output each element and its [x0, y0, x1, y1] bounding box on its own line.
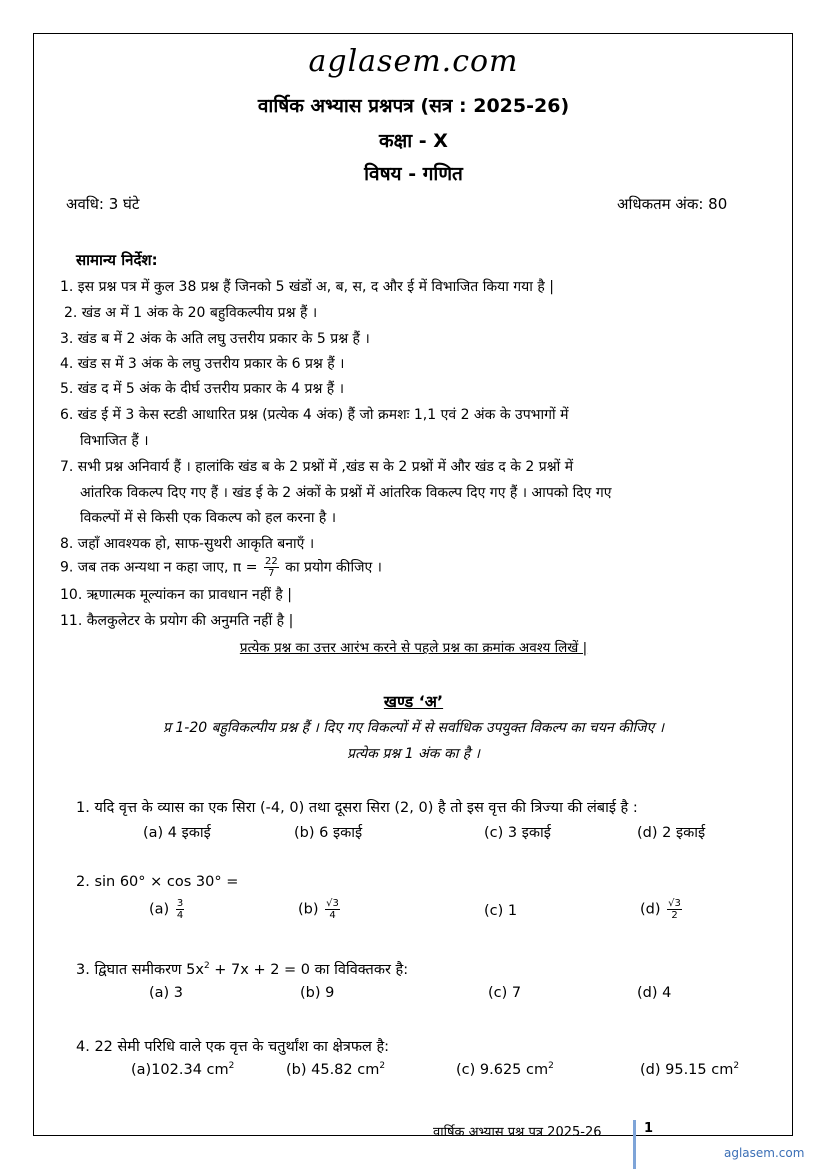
instruction-line: 5. खंड द में 5 अंक के दीर्घ उत्तरीय प्रकार के 4 प्रश्न हैं । [60, 381, 344, 397]
answer-numbering-note: प्रत्येक प्रश्न का उत्तर आरंभ करने से पहले प्रश्न का क्रमांक अवश्य लिखें | [239, 640, 588, 656]
instruction-line: 3. खंड ब में 2 अंक के अति लघु उत्तरीय प्रकार के 5 प्रश्न हैं । [60, 331, 370, 347]
question-2: 2. sin 60° × cos 30° = [76, 874, 239, 890]
question-3: 3. द्विघात समीकरण $5x^2 + 7x + 2 = 0$ का विविक्तकर है: [76, 961, 409, 978]
page-number: 1 [644, 1121, 654, 1136]
instruction-line: 6. खंड ई में 3 केस स्टडी आधारित प्रश्न (प्रत्येक 4 अंक) हैं जो क्रमशः 1,1 एवं 2 अंक के उपभागों में [60, 407, 569, 423]
section-a-instruction: प्र 1-20 बहुविकल्पीय प्रश्न हैं । दिए गए विकल्पों में से सर्वाधिक उपयुक्त विकल्प का चयन कीजिए । [162, 720, 665, 736]
instruction-line: 1. इस प्रश्न पत्र में कुल 38 प्रश्न हैं जिनको 5 खंडों अ, ब, स, द और ई में विभाजित किया गया है | [60, 279, 554, 295]
question-4: 4. 22 सेमी परिधि वाले एक वृत्त के चतुर्थांश का क्षेत्रफल है: [76, 1039, 390, 1055]
instruction-line: विकल्पों में से किसी एक विकल्प को हल करना है । [80, 510, 337, 526]
instruction-line-pi: 9. जब तक अन्यथा न कहा जाए, π = $\frac{22}{7}$ का प्रयोग कीजिए । [60, 556, 382, 579]
q2-option-d: (d) $\frac{√3}{2}$ [640, 898, 681, 921]
paper-title: वार्षिक अभ्यास प्रश्नपत्र (सत्र : 2025-26) [257, 95, 570, 117]
instructions-heading: सामान्य निर्देश: [76, 251, 158, 269]
footer-divider [633, 1120, 636, 1169]
section-a-heading: खण्ड ‘अ’ [383, 692, 444, 711]
q1-option-b: (b) 6 इकाई [294, 825, 363, 841]
q3-option-a: (a) 3 [149, 985, 184, 1001]
q4-option-c: (c) 9.625 $cm^2$ [456, 1061, 554, 1078]
instruction-line: 4. खंड स में 3 अंक के लघु उत्तरीय प्रकार के 6 प्रश्न हैं । [60, 356, 345, 372]
q3-option-c: (c) 7 [488, 985, 522, 1001]
q1-option-a: (a) 4 इकाई [143, 825, 211, 841]
q2-option-a: (a) $\frac{3}{4}$ [149, 898, 184, 921]
site-logo: aglasem.com [308, 44, 519, 79]
q4-option-a: (a)102.34 $cm^2$ [131, 1061, 235, 1078]
q2-option-b: (b) $\frac{√3}{4}$ [298, 898, 339, 921]
footer-text: वार्षिक अभ्यास प्रश्न पत्र 2025-26 [433, 1125, 602, 1140]
q2-d-fraction: $\frac{√3}{2}$ [668, 898, 681, 921]
instruction-line: आंतरिक विकल्प दिए गए हैं । खंड ई के 2 अंकों के प्रश्नों में आंतरिक विकल्प दिए गए हैं । आपको दिए गए [80, 485, 612, 501]
subject-title: विषय - गणित [364, 163, 463, 185]
watermark-link[interactable]: aglasem.com [724, 1146, 805, 1160]
q3-option-d: (d) 4 [637, 985, 672, 1001]
q4-option-d: (d) 95.15 $cm^2$ [640, 1061, 740, 1078]
instruction-line: 7. सभी प्रश्न अनिवार्य हैं । हालांकि खंड ब के 2 प्रश्नों में ,खंड स के 2 प्रश्नों में और खंड द के 2 प्रश्नों में [60, 459, 574, 475]
max-marks-text: अधिकतम अंक: 80 [617, 195, 728, 213]
instruction-line: 2. खंड अ में 1 अंक के 20 बहुविकल्पीय प्रश्न हैं । [64, 305, 318, 321]
instruction-line: 8. जहाँ आवश्यक हो, साफ-सुथरी आकृति बनाएँ । [60, 536, 315, 552]
q1-option-d: (d) 2 इकाई [637, 825, 706, 841]
q3-option-b: (b) 9 [300, 985, 335, 1001]
duration-text: अवधि: 3 घंटे [66, 195, 140, 213]
pi-fraction: $\frac{22}{7}$ [265, 556, 278, 579]
q2-option-c: (c) 1 [484, 903, 518, 919]
section-a-marks-note: प्रत्येक प्रश्न 1 अंक का है । [347, 746, 480, 762]
q2-a-fraction: $\frac{3}{4}$ [176, 898, 184, 921]
instruction-line: 11. कैलकुलेटर के प्रयोग की अनुमति नहीं है | [60, 613, 294, 629]
class-title: कक्षा - X [379, 130, 448, 152]
instruction-line: 10. ऋणात्मक मूल्यांकन का प्रावधान नहीं है | [60, 587, 292, 603]
q1-option-c: (c) 3 इकाई [484, 825, 551, 841]
q4-option-b: (b) 45.82 $cm^2$ [286, 1061, 386, 1078]
instruction-line: विभाजित हैं । [80, 433, 149, 449]
q2-b-fraction: $\frac{√3}{4}$ [326, 898, 339, 921]
question-1: 1. यदि वृत्त के व्यास का एक सिरा (-4, 0) तथा दूसरा सिरा (2, 0) है तो इस वृत्त की त्रिज्या की लंबाई है : [76, 800, 638, 816]
